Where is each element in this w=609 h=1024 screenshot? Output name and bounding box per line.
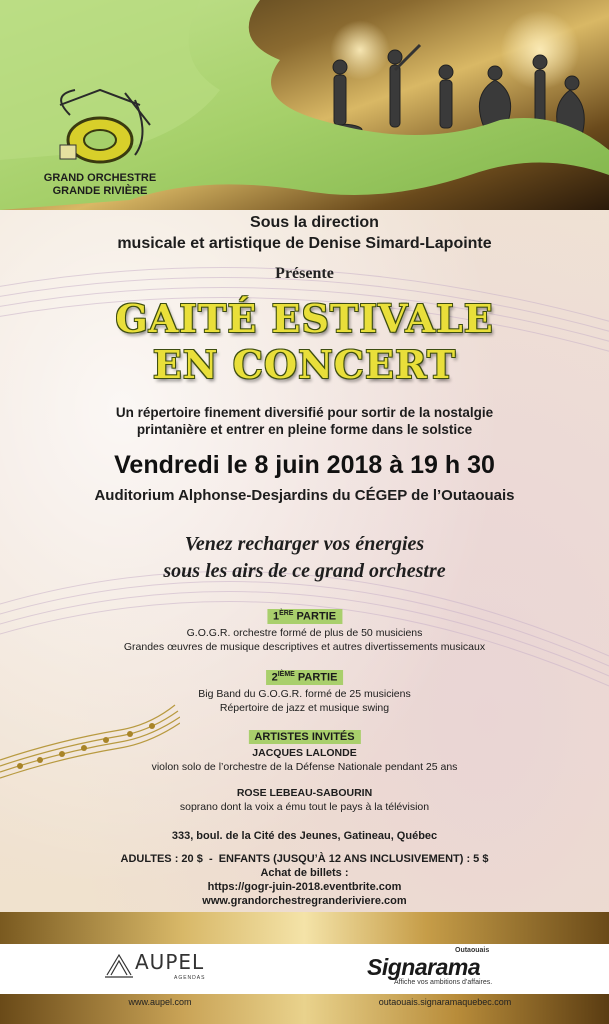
part1-word: PARTIE (296, 610, 337, 623)
artist1-name: JACQUES LALONDE (252, 747, 357, 759)
intro-line2: printanière et entrer en pleine forme dans le solstice (136, 422, 473, 437)
artist2-description: soprano dont la voix a ému tout le pays à la télévision (179, 801, 430, 813)
part2-line1: Big Band du G.O.G.R. formé de 25 musiciens (198, 688, 411, 700)
tagline-line1: Venez recharger vos énergies (184, 533, 425, 555)
header-banner (0, 0, 609, 210)
part1-label (267, 609, 342, 624)
artist2-details (0, 786, 609, 814)
ticket-info (0, 852, 609, 908)
signarama-tagline: Affiche vos ambitions d’affaires. (394, 979, 493, 986)
orchestra-website-url[interactable]: www.grandorchestregranderiviere.com (202, 895, 407, 907)
part1-details (0, 626, 609, 654)
aupel-name: AUPEL (135, 950, 205, 974)
event-address: 333, boul. de la Cité des Jeunes, Gatineau, Québec (171, 830, 438, 842)
artist2-name: ROSE LEBEAU-SABOURIN (236, 787, 373, 799)
signarama-region: Outaouais (455, 947, 490, 954)
direction-line2: musicale et artistique de Denise Simard-Lapointe (117, 235, 492, 252)
artists-label: ARTISTES INVITÉS (248, 730, 360, 744)
event-date: Vendredi le 8 juin 2018 à 19 h 30 (114, 451, 495, 479)
signarama-name: Signarama (367, 954, 481, 980)
ticket-url-eventbrite[interactable]: https://gogr-juin-2018.eventbrite.com (207, 881, 402, 893)
part2-number: 2 (271, 671, 278, 684)
event-tagline (0, 531, 609, 585)
part1-line1: G.O.G.R. orchestre formé de plus de 50 musiciens (186, 627, 423, 639)
part1-number: 1 (272, 610, 280, 623)
ticket-prices: ADULTES : 20 $ - ENFANTS (JUSQU’À 12 ANS INCLUSIVEMENT) : 5 $ (120, 853, 489, 865)
event-title-line1: GAITÉ ESTIVALE (115, 296, 494, 341)
gold-band-top (0, 912, 609, 944)
event-venue: Auditorium Alphonse-Desjardins du CÉGEP de l’Outaouais (94, 487, 515, 504)
artist1-details (0, 746, 609, 774)
artist1-description: violon solo de l’orchestre de la Défense Nationale pendant 25 ans (151, 761, 458, 773)
direction-credit (0, 212, 609, 254)
event-intro (0, 404, 609, 438)
part1-suffix: ÈRE (279, 610, 294, 617)
direction-line1: Sous la direction (250, 214, 379, 231)
signarama-url[interactable]: outaouais.signaramaquebec.com (378, 997, 512, 1007)
part2-suffix: IÈME (277, 671, 295, 678)
intro-line1: Un répertoire finement diversifié pour sortir de la nostalgie (115, 405, 494, 420)
orchestra-name-line1: GRAND ORCHESTRE (43, 172, 157, 184)
part2-details (0, 687, 609, 715)
part1-line2: Grandes œuvres de musique descriptives et autres divertissements musicaux (123, 641, 486, 653)
aupel-subtitle: AGENDAS (174, 975, 206, 981)
orchestra-name (20, 172, 180, 198)
part2-line2: Répertoire de jazz et musique swing (219, 702, 390, 714)
tagline-line2: sous les airs de ce grand orchestre (163, 560, 446, 582)
part2-label (266, 670, 344, 685)
orchestra-logo (40, 85, 160, 170)
event-title-line2: EN CONCERT (152, 342, 457, 387)
ticket-buy-label: Achat de billets : (260, 867, 349, 879)
presents-label: Présente (275, 265, 334, 282)
aupel-url[interactable]: www.aupel.com (128, 997, 192, 1007)
sponsor-panel (0, 944, 609, 994)
part2-word: PARTIE (297, 671, 338, 684)
orchestra-name-line2: GRANDE RIVIÈRE (52, 185, 148, 197)
